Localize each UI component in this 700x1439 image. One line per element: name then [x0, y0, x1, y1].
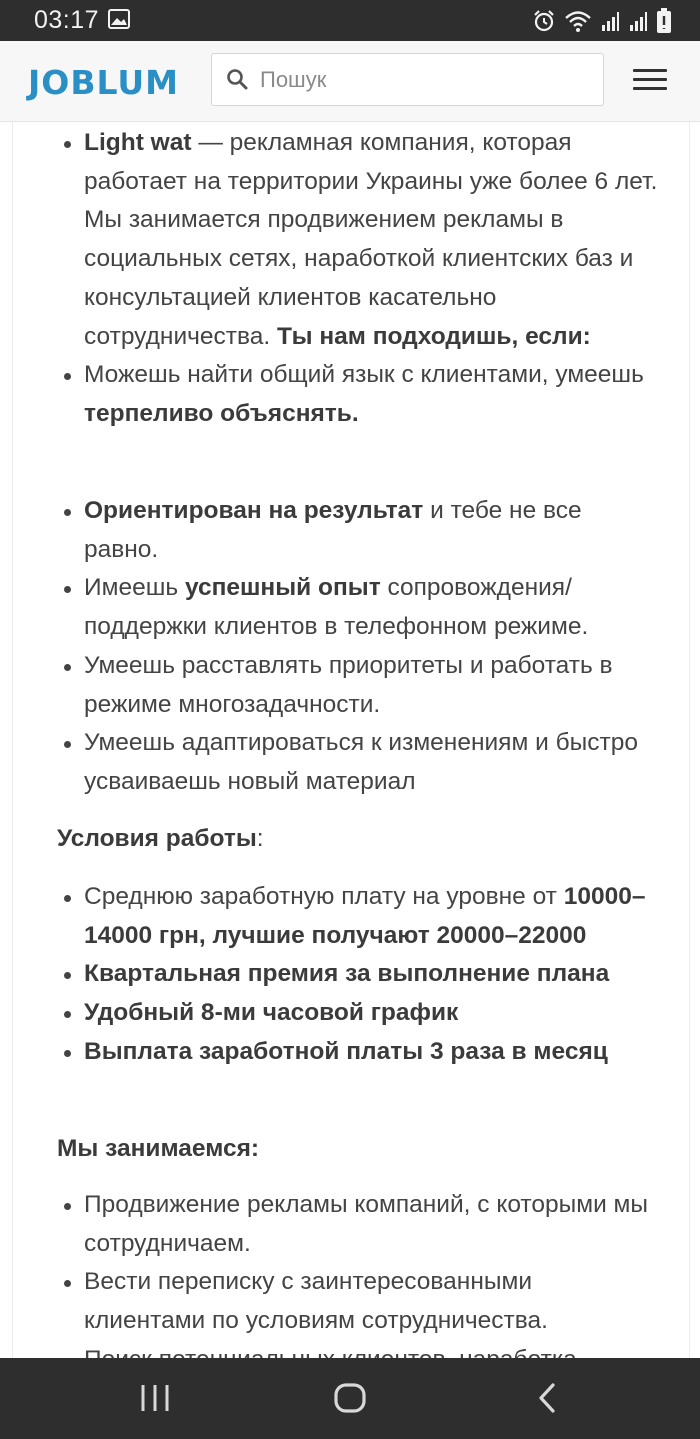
list-item	[13, 955, 689, 994]
list-item-bold: Ориентирован на результат	[84, 497, 424, 524]
list-item	[13, 124, 689, 356]
list-item	[13, 1186, 689, 1263]
list-item-bold: Удобный 8-ми часовой график	[84, 999, 459, 1027]
conditions-heading-text: Условия работы	[57, 825, 257, 852]
list-item-bold: Выплата заработной платы 3 раза в месяц	[84, 1037, 608, 1065]
hamburger-menu-icon[interactable]	[633, 69, 667, 95]
list-item-bold: 10000–14000 грн, лучшие получают 20000–22000	[84, 883, 646, 949]
conditions-heading	[57, 820, 264, 859]
signal-icon	[628, 10, 648, 37]
list-item	[13, 1033, 689, 1072]
list-item	[13, 1263, 689, 1340]
list-item-text: и тебе не все равно.	[84, 497, 582, 563]
list-item-bold: Квартальная премия за выполнение плана	[84, 960, 610, 988]
status-bar	[0, 0, 700, 41]
list-item	[13, 724, 689, 801]
navigation-bar	[0, 1358, 700, 1439]
list-item	[13, 878, 689, 955]
requirements-list	[13, 124, 689, 434]
company-name: Light wat	[84, 129, 192, 156]
list-item-bold: терпеливо объяснять.	[84, 399, 359, 427]
list-item-bold: успешный опыт	[184, 574, 381, 602]
search-box[interactable]	[211, 53, 604, 106]
battery-icon	[656, 8, 672, 39]
conditions-list	[13, 878, 689, 1072]
signal-icon	[600, 10, 620, 37]
list-item-bold: Ты нам подходишь, если:	[276, 322, 591, 350]
image-icon	[108, 9, 130, 34]
back-icon[interactable]	[532, 1380, 562, 1421]
list-item-text: — рекламная компания, которая работает на территории Украины уже более 6 лет. Мы занимается продвижением рекламы в социальных сетях, наработкой клиентских баз и консультацией клиентов касательно сотрудничества.	[84, 129, 658, 350]
list-item-text: Умеешь адаптироваться к изменениям и быстро усваиваешь новый материал	[84, 729, 638, 795]
list-item	[13, 356, 689, 433]
site-logo[interactable]: JOBLUM	[28, 63, 179, 102]
recent-apps-icon[interactable]	[138, 1380, 172, 1421]
job-description	[12, 122, 690, 1358]
search-icon	[226, 68, 248, 95]
list-item-text: Можешь найти общий язык с клиентами, умеешь	[84, 361, 644, 389]
list-item-text: Умеешь расставлять приоритеты и работать в режиме многозадачности.	[84, 651, 613, 718]
we-do-heading: Мы занимаемся:	[57, 1135, 260, 1162]
status-time: 03:17	[34, 6, 100, 34]
list-item	[13, 569, 689, 646]
list-item	[13, 647, 689, 724]
requirements-list-2	[13, 492, 689, 802]
site-header	[0, 41, 700, 122]
list-item-text: Продвижение рекламы компаний, с которыми мы сотрудничаем.	[84, 1191, 649, 1257]
conditions-heading-colon: :	[256, 825, 264, 852]
list-item-text: Среднюю заработную плату на уровне от	[84, 883, 564, 910]
list-item-text: сопровождения/ поддержки клиентов в телефонном режиме.	[84, 574, 589, 641]
we-do-list	[13, 1186, 689, 1380]
home-icon[interactable]	[332, 1380, 368, 1421]
list-item	[13, 492, 689, 569]
search-input[interactable]	[260, 54, 590, 105]
list-item	[13, 994, 689, 1033]
list-item-text: Вести переписку с заинтересованными клиентами по условиям сотрудничества.	[84, 1268, 548, 1335]
wifi-icon	[564, 9, 592, 38]
list-item-text: Имеешь	[84, 574, 185, 602]
alarm-icon	[532, 9, 556, 38]
